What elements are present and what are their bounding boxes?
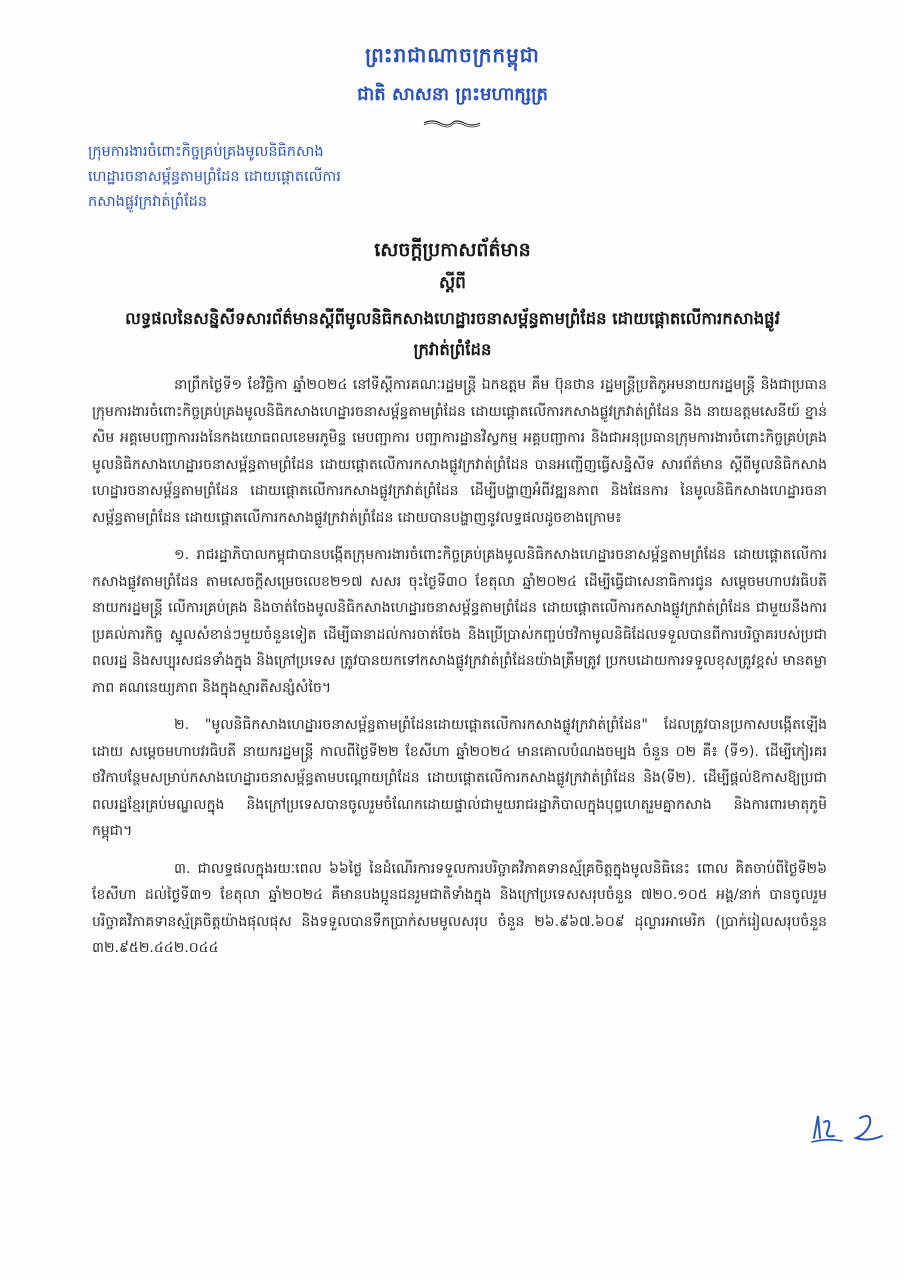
document-topic: លទ្ធផលនៃសន្និសីទសារព័ត៌មានស្តីពីមូលនិធិកសាងហេដ្ឋារចនាសម្ព័ន្ធតាមព្រំដែន ដោយផ្តោតលើការកសាងផ្លូវក្រវាត់ព្រំដែន	[125, 309, 780, 359]
document-subtitle: ស្តីពី	[439, 273, 466, 293]
national-motto: ជាតិ សាសនា ព្រះមហាក្សត្រ	[357, 84, 548, 105]
handwritten-initials-icon	[808, 1108, 898, 1150]
paragraph-1: ១. រាជរដ្ឋាភិបាលកម្ពុជាបានបង្កើតក្រុមការងារចំពោះកិច្ចគ្រប់គ្រងមូលនិធិកសាងហេដ្ឋារចនាសម្ព័ន្ធតាមព្រំដែន ដោយផ្តោតលើការកសាងផ្លូវតាមព្រំដែន តាមសេចក្តីសម្រេចលេខ២១៧ សសរ ចុះថ្ងៃទី៣០ ខែតុលា ឆ្នាំ២០២៤ ដើម្បីធ្វើជាសេនាធិការជូន សម្តេចមហាបវរធិបតី នាយករដ្ឋមន្ត្រី លើការគ្រប់គ្រង និងចាត់ចែងមូលនិធិកសាងហេដ្ឋារចនាសម្ព័ន្ធតាមព្រំដែន ដោយផ្តោតលើការកសាងផ្លូវក្រវាត់ព្រំដែន ជាមួយនឹងការប្រគល់ភារកិច្ច ស្នូលសំខាន់ៗមួយចំនួនទៀត ដើម្បីធានាដល់ការចាត់ចែង និងប្រើប្រាស់កញ្ចប់ថវិកាមូលនិធិដែលទទួលបានពីការបរិច្ចាគរបស់ប្រជាពលរដ្ឋ និងសប្បុរសជនទាំងក្នុង និងក្រៅប្រទេស ត្រូវបានយកទៅកសាងផ្លូវក្រវាត់ព្រំដែនយ៉ាងត្រឹមត្រូវ ប្រកបដោយការទទួលខុសត្រូវខ្ពស់ មានតម្លាភាព គណនេយ្យភាព និងក្នុងស្មារតីសន្សំសំចៃ។	[92, 547, 827, 696]
document-body	[92, 372, 827, 973]
organization-line: ក្រុមការងារចំពោះកិច្ចគ្រប់គ្រងមូលនិធិកសាង	[88, 144, 324, 160]
kingdom-heading: ព្រះរាជាណាចក្រកម្ពុជា	[365, 43, 540, 67]
paragraph-3: ៣. ជាលទ្ធផលក្នុងរយៈពេល ៦៦ថ្ងៃ នៃដំណើរការទទួលការបរិច្ចាគវិភាគទានស្ម័គ្រចិត្តក្នុងមូលនិធិនេះ ពោល គិតចាប់ពីថ្ងៃទី២៦ ខែសីហា ដល់ថ្ងៃទី៣១ ខែតុលា ឆ្នាំ២០២៤ គឺមានបងប្អូនជនរួមជាតិទាំងក្នុង និងក្រៅប្រទេសសរុបចំនួន ៧២០.១០៥ អង្គ/នាក់ បានចូលរួមបរិច្ចាគវិភាគទានស្ម័គ្រចិត្តយ៉ាងផុលផុស និងទទួលបានទឹកប្រាក់សមមូលសរុប ចំនួន ២៦.៩៦៧.៦០៩ ដុល្លារអាមេរិក (ប្រាក់រៀលសរុបចំនួន ៣២.៩៥២.៤៤២.០៤៤	[92, 860, 827, 956]
intro-paragraph: នាព្រឹកថ្ងៃទី១ ខែវិច្ឆិកា ឆ្នាំ២០២៤ នៅទីស្តីការគណៈរដ្ឋមន្ត្រី ឯកឧត្តម គឹម ប៊ុនថាន រដ្ឋមន្ត្រីប្រតិភូអមនាយករដ្ឋមន្ត្រី និងជាប្រធានក្រុមការងារចំពោះកិច្ចគ្រប់គ្រងមូលនិធិកសាងហេដ្ឋារចនាសម្ព័ន្ធតាមព្រំដែន ដោយផ្តោតលើការកសាងផ្លូវក្រវាត់ព្រំដែន និង នាយឧត្តមសេនីយ៍ ខ្នាន់ សិម អគ្គមេបញ្ជាការរងនៃកងយោធពលខេមរភូមិន្ទ មេបញ្ជាការ បញ្ជាការដ្ឋានវិស្វកម្ម អគ្គបញ្ជាការ និងជាអនុប្រធានក្រុមការងារចំពោះកិច្ចគ្រប់គ្រង មូលនិធិកសាងហេដ្ឋារចនាសម្ព័ន្ធតាមព្រំដែន ដោយផ្តោតលើការកសាងផ្លូវក្រវាត់ព្រំដែន បានអញ្ជើញធ្វើសន្និសីទ សារព័ត៌មាន ស្តីពីមូលនិធិកសាងហេដ្ឋារចនាសម្ព័ន្ធតាមព្រំដែន ដោយផ្តោតលើការកសាងផ្លូវក្រវាត់ព្រំដែន ដើម្បីបង្ហាញអំពីវឌ្ឍនភាព និងផែនការ នៃមូលនិធិកសាងហេដ្ឋារចនាសម្ព័ន្ធតាមព្រំដែន ដោយផ្តោតលើការកសាងផ្លូវក្រវាត់ព្រំដែន ដោយបានបង្ហាញនូវលទ្ធផលដូចខាងក្រោម៖	[92, 377, 827, 526]
organization-name	[88, 140, 418, 215]
ornament-divider-icon	[422, 118, 482, 128]
paragraph-2: ២. "មូលនិធិកសាងហេដ្ឋារចនាសម្ព័ន្ធតាមព្រំដែនដោយផ្តោតលើការកសាងផ្លូវក្រវាត់ព្រំដែន" ដែលត្រូវបានប្រកាសបង្កើតឡើងដោយ សម្តេចមហាបវរធិបតី នាយករដ្ឋមន្ត្រី កាលពីថ្ងៃទី២២ ខែសីហា ឆ្នាំ២០២៤ មានគោលបំណងចម្បង ចំនួន ០២ គឺ៖ (ទី១). ដើម្បីកៀរគរថវិកាបន្ថែមសម្រាប់កសាងហេដ្ឋារចនាសម្ព័ន្ធតាមបណ្តោយព្រំដែន ដោយផ្តោតលើការកសាងផ្លូវក្រវាត់ព្រំដែន និង(ទី២). ដើម្បីផ្តល់ឱកាសឱ្យប្រជាពលរដ្ឋខ្មែរគ្រប់មណ្ឌលក្នុង និងក្រៅប្រទេសបានចូលរួមចំណែកដោយផ្ទាល់ជាមួយរាជរដ្ឋាភិបាលក្នុងបុព្វហេតុរួមគ្នាកសាង និងការពារមាតុភូមិកម្ពុជា។	[92, 717, 827, 839]
organization-line: កសាងផ្លូវក្រវាត់ព្រំដែន	[88, 194, 208, 210]
organization-line: ហេដ្ឋារចនាសម្ព័ន្ធតាមព្រំដែន ដោយផ្តោតលើការ	[88, 169, 341, 185]
document-title: សេចក្តីប្រកាសព័ត៌មាន	[374, 239, 531, 261]
